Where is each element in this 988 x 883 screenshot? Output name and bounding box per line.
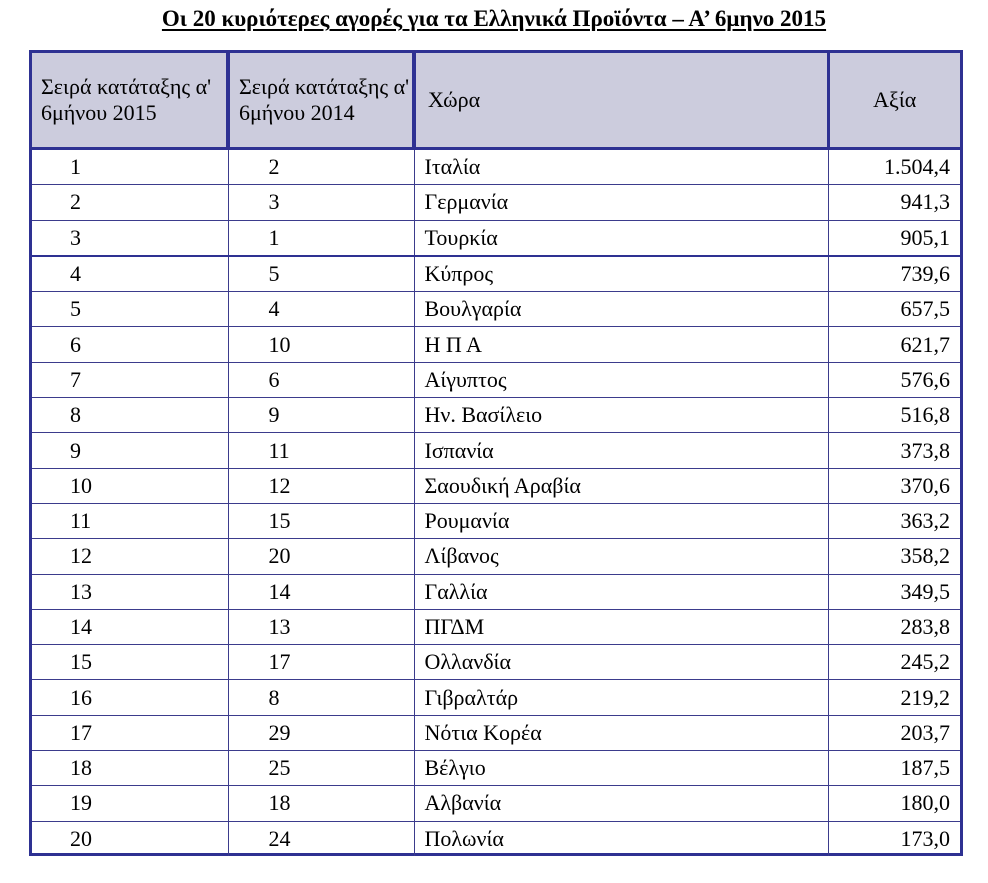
table-row	[32, 433, 960, 468]
cell-country: Κύπρος	[414, 256, 828, 292]
cell-rank-2015: 19	[32, 786, 228, 821]
cell-country: Γιβραλτάρ	[414, 680, 828, 715]
cell-country: Λίβανος	[414, 539, 828, 574]
cell-rank-2015: 3	[32, 220, 228, 256]
cell-country: Ρουμανία	[414, 503, 828, 538]
table-row	[32, 821, 960, 856]
cell-rank-2015: 10	[32, 468, 228, 503]
table-row	[32, 609, 960, 644]
cell-value: 203,7	[828, 715, 960, 750]
header-value: Αξία	[828, 53, 960, 149]
cell-rank-2015: 13	[32, 574, 228, 609]
cell-country: Γερμανία	[414, 185, 828, 220]
table-body	[32, 149, 960, 856]
cell-country: Ιταλία	[414, 149, 828, 185]
cell-country: Η Π Α	[414, 327, 828, 362]
cell-rank-2015: 5	[32, 292, 228, 327]
cell-rank-2014: 1	[228, 220, 414, 256]
cell-value: 941,3	[828, 185, 960, 220]
table-row	[32, 574, 960, 609]
cell-rank-2014: 18	[228, 786, 414, 821]
cell-value: 1.504,4	[828, 149, 960, 185]
cell-rank-2014: 15	[228, 503, 414, 538]
header-rank-2014: Σειρά κατάταξης α' 6μήνου 2014	[228, 53, 414, 149]
table-row	[32, 362, 960, 397]
table-row	[32, 185, 960, 220]
cell-rank-2015: 9	[32, 433, 228, 468]
cell-value: 363,2	[828, 503, 960, 538]
cell-rank-2014: 11	[228, 433, 414, 468]
header-rank-2015: Σειρά κατάταξης α' 6μήνου 2015	[32, 53, 228, 149]
cell-value: 576,6	[828, 362, 960, 397]
cell-country: ΠΓΔΜ	[414, 609, 828, 644]
cell-country: Ην. Βασίλειο	[414, 398, 828, 433]
table-row	[32, 715, 960, 750]
cell-rank-2015: 2	[32, 185, 228, 220]
cell-rank-2015: 4	[32, 256, 228, 292]
cell-rank-2015: 6	[32, 327, 228, 362]
cell-country: Γαλλία	[414, 574, 828, 609]
cell-rank-2015: 11	[32, 503, 228, 538]
cell-country: Βέλγιο	[414, 751, 828, 786]
cell-value: 905,1	[828, 220, 960, 256]
cell-rank-2014: 14	[228, 574, 414, 609]
cell-rank-2014: 24	[228, 821, 414, 856]
cell-country: Πολωνία	[414, 821, 828, 856]
cell-value: 657,5	[828, 292, 960, 327]
cell-rank-2014: 10	[228, 327, 414, 362]
table-row	[32, 398, 960, 433]
cell-rank-2015: 20	[32, 821, 228, 856]
markets-table	[32, 53, 960, 856]
cell-rank-2015: 7	[32, 362, 228, 397]
table-row	[32, 468, 960, 503]
cell-rank-2014: 2	[228, 149, 414, 185]
cell-rank-2014: 20	[228, 539, 414, 574]
cell-rank-2014: 25	[228, 751, 414, 786]
cell-value: 621,7	[828, 327, 960, 362]
table-row	[32, 645, 960, 680]
header-country: Χώρα	[414, 53, 828, 149]
cell-country: Σαουδική Αραβία	[414, 468, 828, 503]
table-row	[32, 292, 960, 327]
cell-rank-2015: 8	[32, 398, 228, 433]
table-row	[32, 751, 960, 786]
cell-rank-2015: 18	[32, 751, 228, 786]
cell-country: Αλβανία	[414, 786, 828, 821]
cell-value: 373,8	[828, 433, 960, 468]
cell-value: 180,0	[828, 786, 960, 821]
table-header-row	[32, 53, 960, 149]
cell-rank-2014: 12	[228, 468, 414, 503]
cell-value: 219,2	[828, 680, 960, 715]
cell-rank-2014: 9	[228, 398, 414, 433]
cell-rank-2014: 17	[228, 645, 414, 680]
table-row	[32, 503, 960, 538]
cell-country: Βουλγαρία	[414, 292, 828, 327]
table-row	[32, 256, 960, 292]
cell-value: 358,2	[828, 539, 960, 574]
cell-rank-2014: 4	[228, 292, 414, 327]
cell-rank-2014: 5	[228, 256, 414, 292]
cell-value: 370,6	[828, 468, 960, 503]
table-row	[32, 327, 960, 362]
table-row	[32, 220, 960, 256]
cell-rank-2015: 17	[32, 715, 228, 750]
cell-rank-2015: 14	[32, 609, 228, 644]
table-row	[32, 539, 960, 574]
cell-rank-2014: 13	[228, 609, 414, 644]
cell-country: Νότια Κορέα	[414, 715, 828, 750]
cell-value: 349,5	[828, 574, 960, 609]
cell-value: 173,0	[900, 825, 950, 851]
cell-rank-2015: 1	[32, 149, 228, 185]
cell-rank-2014: 29	[228, 715, 414, 750]
cell-rank-2014: 8	[228, 680, 414, 715]
table-row	[32, 786, 960, 821]
cell-country: Αίγυπτος	[414, 362, 828, 397]
cell-rank-2014: 6	[228, 362, 414, 397]
document-title-text: Οι 20 κυριότερες αγορές για τα Ελληνικά Προϊόντα – Α’ 6μηνο 2015	[161, 6, 827, 31]
markets-table-frame	[29, 50, 963, 856]
cell-country: Τουρκία	[414, 220, 828, 256]
cell-value: 245,2	[828, 645, 960, 680]
cell-value: 516,8	[828, 398, 960, 433]
document-title	[0, 6, 988, 32]
table-row	[32, 149, 960, 185]
cell-rank-2015: 15	[32, 645, 228, 680]
cell-rank-2015: 16	[32, 680, 228, 715]
table-row	[32, 680, 960, 715]
cell-rank-2015: 12	[32, 539, 228, 574]
cell-country: Ολλανδία	[414, 645, 828, 680]
cell-country: Ισπανία	[414, 433, 828, 468]
cell-value: 187,5	[828, 751, 960, 786]
cell-value: 739,6	[828, 256, 960, 292]
cell-rank-2014: 3	[228, 185, 414, 220]
cell-value: 283,8	[828, 609, 960, 644]
